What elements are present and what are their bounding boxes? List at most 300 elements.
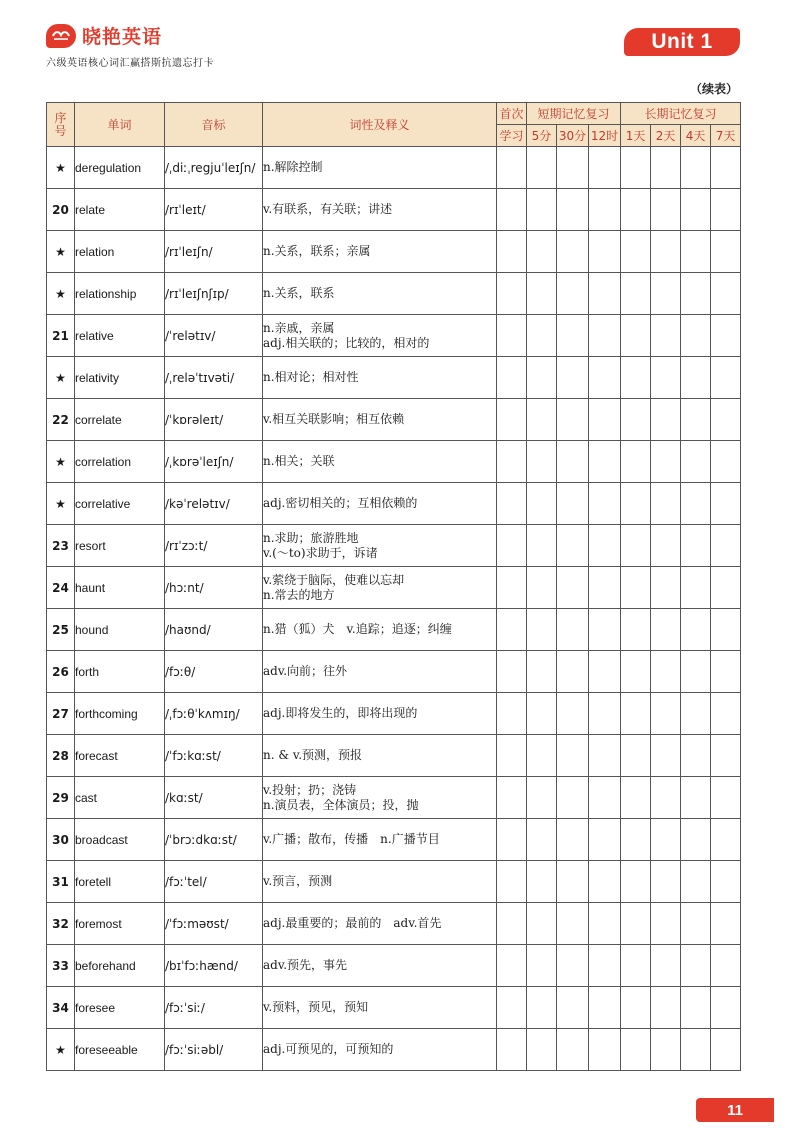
review-checkbox-cell[interactable] — [497, 231, 527, 273]
review-checkbox-cell[interactable] — [557, 1029, 589, 1071]
review-checkbox-cell[interactable] — [527, 735, 557, 777]
review-checkbox-cell[interactable] — [681, 987, 711, 1029]
table-row — [47, 357, 741, 399]
row-ipa: /rɪˈleɪʃn/ — [165, 231, 263, 273]
review-checkbox-cell[interactable] — [681, 651, 711, 693]
definition-line: v.广播；散布，传播 n.广播节目 — [263, 832, 440, 846]
review-checkbox-cell[interactable] — [621, 441, 651, 483]
review-checkbox-cell[interactable] — [497, 1029, 527, 1071]
review-checkbox-cell[interactable] — [557, 525, 589, 567]
brand-name: 晓艳英语 — [82, 26, 163, 48]
row-ipa: /ˈfɔːkɑːst/ — [165, 735, 263, 777]
review-checkbox-cell[interactable] — [651, 987, 681, 1029]
row-seq: 20 — [47, 189, 75, 231]
row-ipa: /fɔːθ/ — [165, 651, 263, 693]
review-checkbox-cell[interactable] — [651, 525, 681, 567]
review-checkbox-cell[interactable] — [621, 147, 651, 189]
header-long-col-2: 4天 — [681, 125, 711, 147]
review-checkbox-cell[interactable] — [681, 819, 711, 861]
review-checkbox-cell[interactable] — [497, 567, 527, 609]
review-checkbox-cell[interactable] — [589, 483, 621, 525]
review-checkbox-cell[interactable] — [497, 777, 527, 819]
row-ipa: /kəˈrelətɪv/ — [165, 483, 263, 525]
review-checkbox-cell[interactable] — [497, 945, 527, 987]
review-checkbox-cell[interactable] — [651, 735, 681, 777]
review-checkbox-cell[interactable] — [621, 861, 651, 903]
row-definition — [263, 567, 497, 609]
review-checkbox-cell[interactable] — [557, 945, 589, 987]
review-checkbox-cell[interactable] — [557, 693, 589, 735]
definition-line: v.预言，预测 — [263, 874, 333, 888]
header-seq: 序 号 — [47, 103, 75, 147]
review-checkbox-cell[interactable] — [527, 441, 557, 483]
row-ipa: /fɔːˈsiːəbl/ — [165, 1029, 263, 1071]
row-definition — [263, 189, 497, 231]
review-checkbox-cell[interactable] — [711, 567, 741, 609]
review-checkbox-cell[interactable] — [651, 567, 681, 609]
review-checkbox-cell[interactable] — [651, 483, 681, 525]
row-ipa: /haʊnd/ — [165, 609, 263, 651]
review-checkbox-cell[interactable] — [711, 315, 741, 357]
review-checkbox-cell[interactable] — [589, 987, 621, 1029]
definition-line: v.有联系，有关联；讲述 — [263, 202, 393, 216]
row-seq: 32 — [47, 903, 75, 945]
review-checkbox-cell[interactable] — [681, 399, 711, 441]
definition-line: v.(～to)求助于，诉诸 — [263, 545, 378, 560]
review-checkbox-cell[interactable] — [651, 147, 681, 189]
definition-line: adj.相关联的；比较的，相对的 — [263, 335, 430, 350]
review-checkbox-cell[interactable] — [681, 903, 711, 945]
row-word: relate — [75, 189, 165, 231]
review-checkbox-cell[interactable] — [681, 693, 711, 735]
review-checkbox-cell[interactable] — [527, 483, 557, 525]
header-short-col-2: 12时 — [589, 125, 621, 147]
row-word: beforehand — [75, 945, 165, 987]
review-checkbox-cell[interactable] — [681, 273, 711, 315]
review-checkbox-cell[interactable] — [711, 735, 741, 777]
definition-line: adj.可预见的，可预知的 — [263, 1042, 394, 1056]
table-row — [47, 231, 741, 273]
review-checkbox-cell[interactable] — [589, 735, 621, 777]
review-checkbox-cell[interactable] — [557, 273, 589, 315]
review-checkbox-cell[interactable] — [651, 315, 681, 357]
review-checkbox-cell[interactable] — [651, 903, 681, 945]
definition-line: adj.密切相关的；互相依赖的 — [263, 496, 418, 510]
row-word: deregulation — [75, 147, 165, 189]
review-checkbox-cell[interactable] — [711, 483, 741, 525]
review-checkbox-cell[interactable] — [589, 693, 621, 735]
review-checkbox-cell[interactable] — [651, 777, 681, 819]
header-ipa: 音标 — [165, 103, 263, 147]
row-ipa: /ˈfɔːməʊst/ — [165, 903, 263, 945]
review-checkbox-cell[interactable] — [621, 189, 651, 231]
row-definition — [263, 357, 497, 399]
review-checkbox-cell[interactable] — [651, 609, 681, 651]
vocabulary-table — [46, 102, 741, 1071]
review-checkbox-cell[interactable] — [681, 777, 711, 819]
review-checkbox-cell[interactable] — [621, 399, 651, 441]
row-word: broadcast — [75, 819, 165, 861]
row-word: forth — [75, 651, 165, 693]
review-checkbox-cell[interactable] — [621, 273, 651, 315]
review-checkbox-cell[interactable] — [681, 1029, 711, 1071]
review-checkbox-cell[interactable] — [497, 735, 527, 777]
review-checkbox-cell[interactable] — [557, 903, 589, 945]
review-checkbox-cell[interactable] — [557, 861, 589, 903]
review-checkbox-cell[interactable] — [527, 315, 557, 357]
row-seq: ★ — [47, 483, 75, 525]
table-row — [47, 861, 741, 903]
row-word: foretell — [75, 861, 165, 903]
row-seq: 24 — [47, 567, 75, 609]
row-ipa: /fɔːˈtel/ — [165, 861, 263, 903]
review-checkbox-cell[interactable] — [711, 903, 741, 945]
review-checkbox-cell[interactable] — [621, 231, 651, 273]
review-checkbox-cell[interactable] — [681, 735, 711, 777]
review-checkbox-cell[interactable] — [527, 945, 557, 987]
row-definition — [263, 819, 497, 861]
table-row — [47, 189, 741, 231]
review-checkbox-cell[interactable] — [589, 525, 621, 567]
definition-line: n.亲戚，亲属 — [263, 320, 335, 335]
row-ipa: /ˌreləˈtɪvəti/ — [165, 357, 263, 399]
review-checkbox-cell[interactable] — [527, 147, 557, 189]
row-seq: 28 — [47, 735, 75, 777]
review-checkbox-cell[interactable] — [497, 189, 527, 231]
review-checkbox-cell[interactable] — [557, 651, 589, 693]
review-checkbox-cell[interactable] — [681, 231, 711, 273]
review-checkbox-cell[interactable] — [497, 609, 527, 651]
review-checkbox-cell[interactable] — [527, 189, 557, 231]
review-checkbox-cell[interactable] — [497, 273, 527, 315]
definition-line: v.预料，预见，预知 — [263, 1000, 369, 1014]
row-word: haunt — [75, 567, 165, 609]
review-checkbox-cell[interactable] — [681, 945, 711, 987]
row-ipa: /ˌkɒrəˈleɪʃn/ — [165, 441, 263, 483]
review-checkbox-cell[interactable] — [681, 567, 711, 609]
review-checkbox-cell[interactable] — [681, 483, 711, 525]
header-long-col-3: 7天 — [711, 125, 741, 147]
definition-line: v.投射；扔；浇铸 — [263, 782, 357, 797]
row-word: correlative — [75, 483, 165, 525]
row-definition — [263, 273, 497, 315]
header-short-col-1: 30分 — [557, 125, 589, 147]
review-checkbox-cell[interactable] — [621, 483, 651, 525]
review-checkbox-cell[interactable] — [497, 525, 527, 567]
row-word: forthcoming — [75, 693, 165, 735]
definition-line: n.求助；旅游胜地 — [263, 530, 359, 545]
row-seq: 25 — [47, 609, 75, 651]
review-checkbox-cell[interactable] — [711, 399, 741, 441]
review-checkbox-cell[interactable] — [711, 441, 741, 483]
review-checkbox-cell[interactable] — [527, 273, 557, 315]
definition-line: adj.即将发生的，即将出现的 — [263, 706, 418, 720]
review-checkbox-cell[interactable] — [589, 777, 621, 819]
review-checkbox-cell[interactable] — [621, 1029, 651, 1071]
review-checkbox-cell[interactable] — [711, 231, 741, 273]
row-definition — [263, 1029, 497, 1071]
row-seq: ★ — [47, 147, 75, 189]
review-checkbox-cell[interactable] — [527, 987, 557, 1029]
header-long-term-review: 长期记忆复习 — [621, 103, 741, 125]
review-checkbox-cell[interactable] — [681, 525, 711, 567]
row-word: foremost — [75, 903, 165, 945]
review-checkbox-cell[interactable] — [651, 399, 681, 441]
review-checkbox-cell[interactable] — [651, 441, 681, 483]
row-seq: ★ — [47, 231, 75, 273]
review-checkbox-cell[interactable] — [557, 483, 589, 525]
review-checkbox-cell[interactable] — [589, 399, 621, 441]
review-checkbox-cell[interactable] — [527, 567, 557, 609]
review-checkbox-cell[interactable] — [711, 651, 741, 693]
review-checkbox-cell[interactable] — [497, 819, 527, 861]
row-seq: 26 — [47, 651, 75, 693]
table-row — [47, 147, 741, 189]
table-row — [47, 987, 741, 1029]
review-checkbox-cell[interactable] — [651, 945, 681, 987]
review-checkbox-cell[interactable] — [527, 525, 557, 567]
table-row — [47, 1029, 741, 1071]
row-ipa: /ˌdiːˌregjuˈleɪʃn/ — [165, 147, 263, 189]
review-checkbox-cell[interactable] — [527, 693, 557, 735]
definition-line: n.常去的地方 — [263, 587, 335, 602]
table-row — [47, 483, 741, 525]
review-checkbox-cell[interactable] — [711, 987, 741, 1029]
table-row — [47, 903, 741, 945]
row-seq: 21 — [47, 315, 75, 357]
review-checkbox-cell[interactable] — [497, 693, 527, 735]
review-checkbox-cell[interactable] — [651, 651, 681, 693]
review-checkbox-cell[interactable] — [527, 357, 557, 399]
definition-line: adv.预先，事先 — [263, 958, 348, 972]
review-checkbox-cell[interactable] — [527, 903, 557, 945]
review-checkbox-cell[interactable] — [497, 315, 527, 357]
review-checkbox-cell[interactable] — [651, 819, 681, 861]
review-checkbox-cell[interactable] — [557, 987, 589, 1029]
review-checkbox-cell[interactable] — [589, 567, 621, 609]
row-word: foreseeable — [75, 1029, 165, 1071]
table-row — [47, 651, 741, 693]
row-seq: 30 — [47, 819, 75, 861]
review-checkbox-cell[interactable] — [651, 693, 681, 735]
review-checkbox-cell[interactable] — [527, 399, 557, 441]
page-number: 11 — [696, 1098, 774, 1122]
review-checkbox-cell[interactable] — [497, 651, 527, 693]
row-word: resort — [75, 525, 165, 567]
review-checkbox-cell[interactable] — [589, 651, 621, 693]
review-checkbox-cell[interactable] — [557, 357, 589, 399]
review-checkbox-cell[interactable] — [711, 777, 741, 819]
review-checkbox-cell[interactable] — [621, 315, 651, 357]
table-row — [47, 399, 741, 441]
review-checkbox-cell[interactable] — [527, 819, 557, 861]
definition-line: n.相关；关联 — [263, 454, 335, 468]
definition-line: n.关系，联系；亲属 — [263, 244, 371, 258]
review-checkbox-cell[interactable] — [589, 231, 621, 273]
definition-line: adj.最重要的；最前的 adv.首先 — [263, 916, 442, 930]
definition-line: n. & v.预测，预报 — [263, 748, 363, 762]
review-checkbox-cell[interactable] — [681, 441, 711, 483]
review-checkbox-cell[interactable] — [589, 903, 621, 945]
row-definition — [263, 525, 497, 567]
review-checkbox-cell[interactable] — [651, 1029, 681, 1071]
review-checkbox-cell[interactable] — [651, 357, 681, 399]
review-checkbox-cell[interactable] — [681, 609, 711, 651]
review-checkbox-cell[interactable] — [497, 441, 527, 483]
review-checkbox-cell[interactable] — [711, 945, 741, 987]
review-checkbox-cell[interactable] — [589, 945, 621, 987]
row-ipa: /ˈkɒrəleɪt/ — [165, 399, 263, 441]
row-definition — [263, 441, 497, 483]
row-seq: 27 — [47, 693, 75, 735]
review-checkbox-cell[interactable] — [711, 273, 741, 315]
header-long-col-0: 1天 — [621, 125, 651, 147]
review-checkbox-cell[interactable] — [589, 819, 621, 861]
row-ipa: /ˌfɔːθˈkʌmɪŋ/ — [165, 693, 263, 735]
row-seq: 22 — [47, 399, 75, 441]
review-checkbox-cell[interactable] — [681, 147, 711, 189]
review-checkbox-cell[interactable] — [589, 315, 621, 357]
review-checkbox-cell[interactable] — [589, 609, 621, 651]
review-checkbox-cell[interactable] — [557, 819, 589, 861]
review-checkbox-cell[interactable] — [621, 609, 651, 651]
review-checkbox-cell[interactable] — [621, 987, 651, 1029]
review-checkbox-cell[interactable] — [557, 231, 589, 273]
review-checkbox-cell[interactable] — [557, 609, 589, 651]
row-word: relative — [75, 315, 165, 357]
row-definition — [263, 987, 497, 1029]
review-checkbox-cell[interactable] — [621, 945, 651, 987]
row-seq: 29 — [47, 777, 75, 819]
row-definition — [263, 651, 497, 693]
review-checkbox-cell[interactable] — [711, 693, 741, 735]
header-definition: 词性及释义 — [263, 103, 497, 147]
review-checkbox-cell[interactable] — [557, 441, 589, 483]
row-definition — [263, 315, 497, 357]
row-word: foresee — [75, 987, 165, 1029]
row-definition — [263, 777, 497, 819]
review-checkbox-cell[interactable] — [711, 525, 741, 567]
row-seq: 33 — [47, 945, 75, 987]
table-row — [47, 693, 741, 735]
review-checkbox-cell[interactable] — [557, 189, 589, 231]
review-checkbox-cell[interactable] — [711, 609, 741, 651]
review-checkbox-cell[interactable] — [621, 693, 651, 735]
review-checkbox-cell[interactable] — [621, 525, 651, 567]
review-checkbox-cell[interactable] — [557, 777, 589, 819]
header-first-study-top: 首次 — [497, 103, 527, 125]
review-checkbox-cell[interactable] — [651, 861, 681, 903]
review-checkbox-cell[interactable] — [497, 357, 527, 399]
table-row — [47, 525, 741, 567]
review-checkbox-cell[interactable] — [557, 315, 589, 357]
review-checkbox-cell[interactable] — [527, 861, 557, 903]
review-checkbox-cell[interactable] — [711, 357, 741, 399]
review-checkbox-cell[interactable] — [589, 861, 621, 903]
review-checkbox-cell[interactable] — [651, 189, 681, 231]
review-checkbox-cell[interactable] — [711, 189, 741, 231]
review-checkbox-cell[interactable] — [621, 903, 651, 945]
row-word: correlate — [75, 399, 165, 441]
review-checkbox-cell[interactable] — [557, 735, 589, 777]
row-seq: 34 — [47, 987, 75, 1029]
row-seq: 23 — [47, 525, 75, 567]
review-checkbox-cell[interactable] — [589, 1029, 621, 1071]
header-short-col-0: 5分 — [527, 125, 557, 147]
review-checkbox-cell[interactable] — [557, 567, 589, 609]
review-checkbox-cell[interactable] — [651, 231, 681, 273]
review-checkbox-cell[interactable] — [589, 147, 621, 189]
table-row — [47, 441, 741, 483]
table-row — [47, 567, 741, 609]
review-checkbox-cell[interactable] — [681, 189, 711, 231]
review-checkbox-cell[interactable] — [711, 861, 741, 903]
review-checkbox-cell[interactable] — [711, 147, 741, 189]
row-definition — [263, 147, 497, 189]
definition-line: n.相对论；相对性 — [263, 370, 359, 384]
table-row — [47, 735, 741, 777]
review-checkbox-cell[interactable] — [621, 567, 651, 609]
review-checkbox-cell[interactable] — [497, 861, 527, 903]
header-word: 单词 — [75, 103, 165, 147]
review-checkbox-cell[interactable] — [621, 357, 651, 399]
review-checkbox-cell[interactable] — [497, 147, 527, 189]
table-row — [47, 609, 741, 651]
review-checkbox-cell[interactable] — [621, 819, 651, 861]
row-definition — [263, 231, 497, 273]
review-checkbox-cell[interactable] — [497, 903, 527, 945]
review-checkbox-cell[interactable] — [681, 861, 711, 903]
table-row — [47, 945, 741, 987]
row-word: relation — [75, 231, 165, 273]
review-checkbox-cell[interactable] — [589, 357, 621, 399]
review-checkbox-cell[interactable] — [589, 273, 621, 315]
review-checkbox-cell[interactable] — [527, 1029, 557, 1071]
review-checkbox-cell[interactable] — [497, 399, 527, 441]
review-checkbox-cell[interactable] — [527, 609, 557, 651]
review-checkbox-cell[interactable] — [711, 1029, 741, 1071]
review-checkbox-cell[interactable] — [497, 483, 527, 525]
definition-line: v.相互关联影响；相互依赖 — [263, 412, 405, 426]
row-seq: ★ — [47, 441, 75, 483]
review-checkbox-cell[interactable] — [527, 651, 557, 693]
review-checkbox-cell[interactable] — [681, 315, 711, 357]
row-definition — [263, 609, 497, 651]
header-first-study-bottom: 学习 — [497, 125, 527, 147]
review-checkbox-cell[interactable] — [557, 399, 589, 441]
row-seq: ★ — [47, 1029, 75, 1071]
row-seq: ★ — [47, 273, 75, 315]
review-checkbox-cell[interactable] — [589, 441, 621, 483]
review-checkbox-cell[interactable] — [557, 147, 589, 189]
review-checkbox-cell[interactable] — [681, 357, 711, 399]
logo-badge-icon — [46, 24, 76, 48]
review-checkbox-cell[interactable] — [621, 777, 651, 819]
header-short-term-review: 短期记忆复习 — [527, 103, 621, 125]
review-checkbox-cell[interactable] — [497, 987, 527, 1029]
review-checkbox-cell[interactable] — [711, 819, 741, 861]
review-checkbox-cell[interactable] — [589, 189, 621, 231]
row-word: forecast — [75, 735, 165, 777]
review-checkbox-cell[interactable] — [527, 231, 557, 273]
review-checkbox-cell[interactable] — [651, 273, 681, 315]
brand-logo — [46, 22, 162, 49]
review-checkbox-cell[interactable] — [621, 651, 651, 693]
row-ipa: /kɑːst/ — [165, 777, 263, 819]
review-checkbox-cell[interactable] — [527, 777, 557, 819]
row-definition — [263, 861, 497, 903]
review-checkbox-cell[interactable] — [621, 735, 651, 777]
